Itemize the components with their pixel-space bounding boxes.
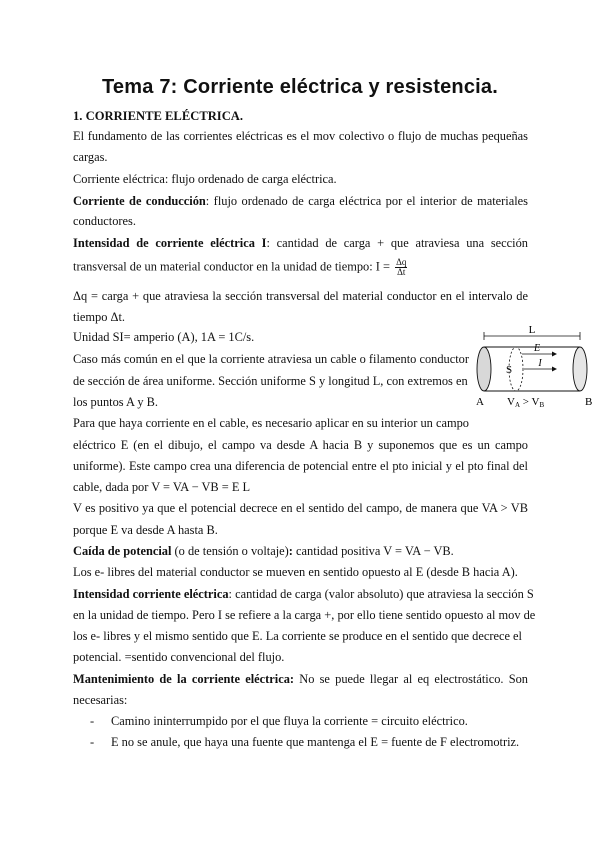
paragraph-unidad-si: Unidad SI= amperio (A), 1A = 1C/s. — [73, 330, 255, 344]
paragraph-intensidad-text: : cantidad de carga + que atraviesa una sección — [266, 236, 529, 250]
paragraph-intensidad2-line3: los e- libres y el mismo sentido que E. La corriente se produce en el sentido que decrece el — [73, 629, 522, 643]
paragraph-definicion: Corriente eléctrica: flujo ordenado de carga eléctrica. — [73, 172, 337, 186]
paragraph-conduccion-line1 — [73, 194, 528, 209]
bullet-item: Camino ininterrumpido por el que fluya la corriente = circuito eléctrico. — [111, 714, 468, 728]
label-s: S — [505, 364, 513, 376]
caida-potencial-colon: : — [288, 544, 293, 558]
paragraph-campo-line2: eléctrico E (en el dibujo, el campo va desde A hacia B y suponemos que es un campo — [73, 438, 528, 452]
label-e: E — [533, 343, 541, 354]
paragraph-campo-line4: cable, dada por V = VA − VB = E L — [73, 480, 251, 494]
paragraph-mantenimiento-line1 — [73, 672, 528, 687]
paragraph-intensidad2-line1 — [73, 587, 534, 602]
term-intensidad: Intensidad de corriente eléctrica — [73, 236, 255, 250]
term-caida-potencial: Caída de potencial — [73, 544, 172, 558]
current-i-arrowhead — [552, 367, 557, 372]
paragraph-electrones: Los e- libres del material conductor se mueven en sentido opuesto al E (desde B hacia A). — [73, 565, 518, 579]
symbol-i: I — [254, 236, 267, 250]
paragraph-mantenimiento-line2: necesarias: — [73, 693, 128, 707]
cylinder-right-face — [573, 347, 587, 391]
paragraph-conduccion-line2: conductores. — [73, 214, 136, 228]
label-potential-relation — [507, 396, 544, 409]
paragraph-campo-line1: Para que haya corriente en el cable, es necesario aplicar en su interior un campo — [73, 416, 469, 430]
bullet-dash: - — [90, 735, 95, 749]
paragraph-cable-line1: Caso más común en el que la corriente atraviesa un cable o filamento conductor — [73, 352, 470, 366]
paragraph-delta-q-line2: tiempo Δt. — [73, 310, 126, 324]
paragraph-fundamento-line2: cargas. — [73, 150, 108, 164]
paragraph-v-positivo-line2: porque E va desde A hasta B. — [73, 523, 218, 537]
paragraph-cable-line3: los puntos A y B. — [73, 395, 159, 409]
formula-prefix: transversal de un material conductor en la unidad de tiempo: I = — [73, 259, 394, 274]
field-e-arrowhead — [552, 352, 557, 357]
caida-potencial-text: cantidad positiva V = VA − VB. — [292, 544, 454, 558]
paragraph-intensidad2-text: : cantidad de carga (valor absoluto) que atraviesa la sección S — [228, 587, 534, 601]
label-b: B — [585, 396, 593, 408]
label-i: I — [538, 358, 542, 369]
fraction-denominator: Δt — [397, 267, 406, 277]
paragraph-fundamento-line1: El fundamento de las corrientes eléctricas es el mov colectivo o flujo de muchas pequeñas — [73, 129, 528, 143]
label-vb-sub: B — [539, 401, 545, 409]
label-gt: > — [520, 396, 532, 408]
bullet-item: E no se anule, que haya una fuente que mantenga el E = fuente de F electromotriz. — [111, 735, 520, 749]
paragraph-intensidad2-line4: potencial. =sentido convencional del flujo. — [73, 650, 285, 664]
paragraph-conduccion-text: : flujo ordenado de carga eléctrica por el interior de materiales — [205, 194, 529, 208]
term-corriente-conduccion: Corriente de conducción — [73, 194, 206, 208]
label-vb: V — [531, 396, 540, 408]
paragraph-campo-line3: uniforme). Este campo crea una diferencia de potencial entre el pto inicial y el pto final del — [73, 459, 528, 473]
fraction-numerator: Δq — [396, 257, 407, 267]
conductor-cylinder-figure — [472, 321, 598, 409]
cylinder-left-face — [477, 347, 491, 391]
paragraph-mantenimiento-text: No se puede llegar al eq electrostático. Son — [294, 672, 528, 686]
label-a: A — [476, 396, 484, 408]
section-heading: 1. CORRIENTE ELÉCTRICA. — [73, 109, 244, 123]
paragraph-intensidad2-line2: en la unidad de tiempo. Pero I se refiere a la carga +, por ello tiene sentido opuesto al mov de — [73, 608, 536, 622]
term-mantenimiento: Mantenimiento de la corriente eléctrica: — [73, 672, 295, 686]
paragraph-intensidad-line1 — [73, 236, 528, 251]
paragraph-v-positivo-line1: V es positivo ya que el potencial decrece en el sentido del campo, de manera que VA > VB — [73, 501, 528, 515]
formula-fraction — [395, 258, 407, 277]
label-va: V — [507, 396, 515, 408]
label-l: L — [528, 324, 536, 336]
paragraph-intensidad-line2 — [73, 258, 407, 277]
paragraph-cable-line2: de sección de área uniforme. Sección uniforme S y longitud L, con extremos en — [73, 374, 468, 388]
caida-potencial-paren: (o de tensión o voltaje) — [171, 544, 289, 558]
paragraph-delta-q-line1: Δq = carga + que atraviesa la sección transversal del material conductor en el intervalo de — [73, 289, 528, 303]
page-title: Tema 7: Corriente eléctrica y resistencia. — [102, 76, 498, 98]
label-va-sub: A — [514, 401, 521, 409]
cylinder-diagram — [472, 321, 598, 409]
term-intensidad-corriente: Intensidad corriente eléctrica — [73, 587, 229, 601]
paragraph-caida-potencial — [73, 544, 454, 559]
bullet-dash: - — [90, 714, 95, 728]
